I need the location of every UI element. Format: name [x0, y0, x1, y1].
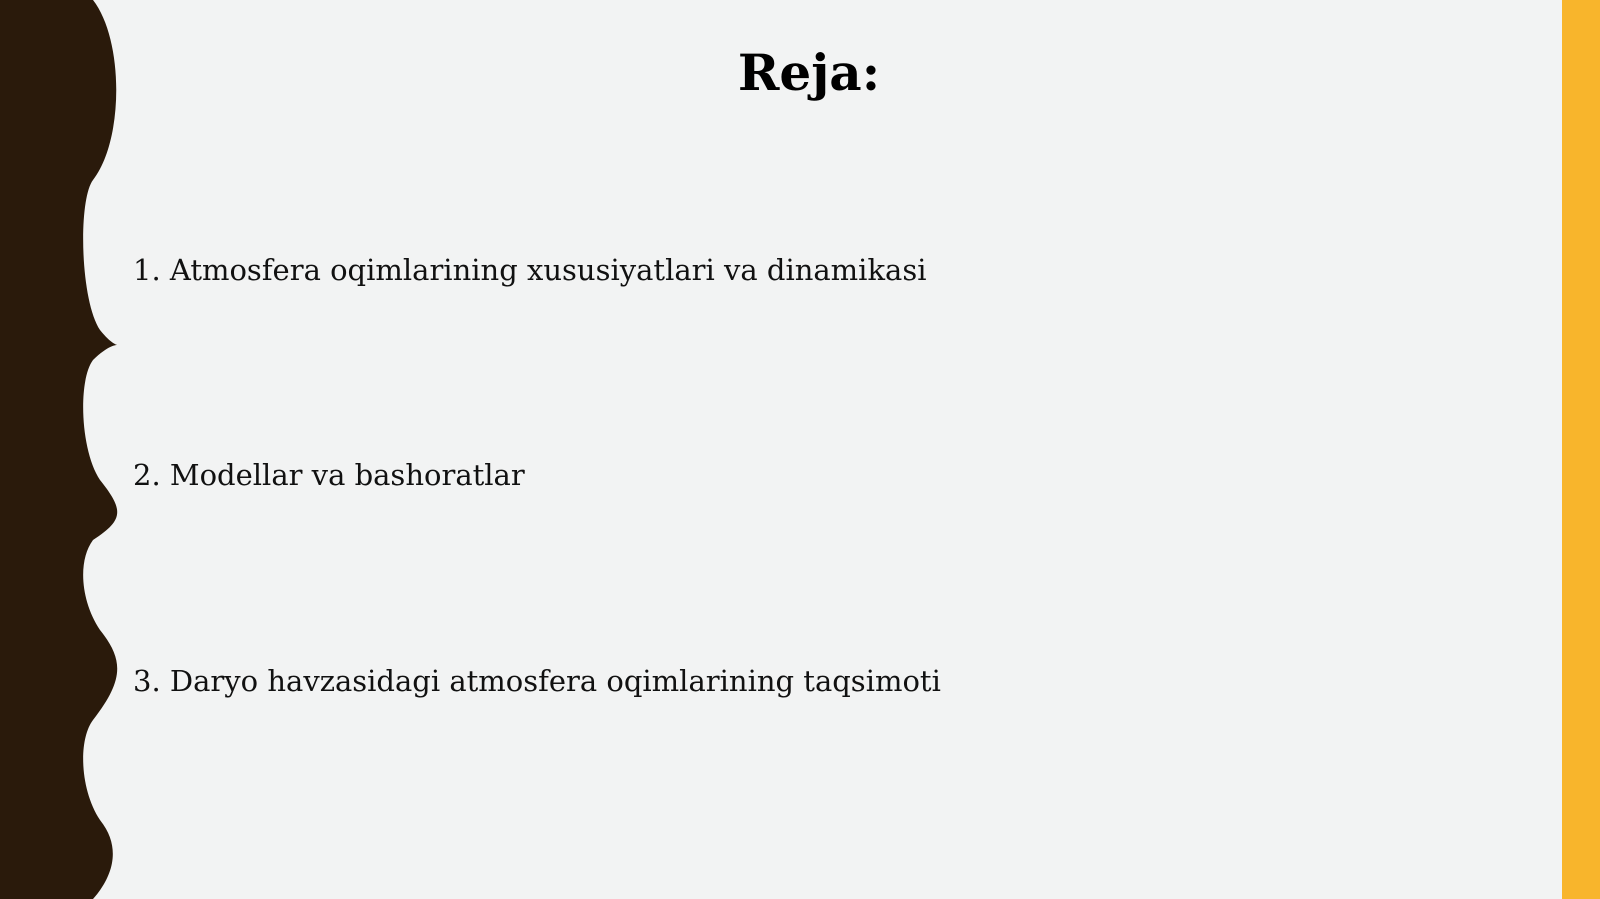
agenda-item: 3. Daryo havzasidagi atmosfera oqimlarining taqsimoti — [133, 664, 941, 698]
slide-title: Reja: — [737, 43, 881, 102]
accent-bar — [1562, 0, 1600, 899]
agenda-item: 2. Modellar va bashoratlar — [133, 458, 525, 492]
agenda-item: 1. Atmosfera oqimlarining xususiyatlari va dinamikasi — [133, 253, 927, 287]
decorative-wave-band — [0, 0, 130, 899]
